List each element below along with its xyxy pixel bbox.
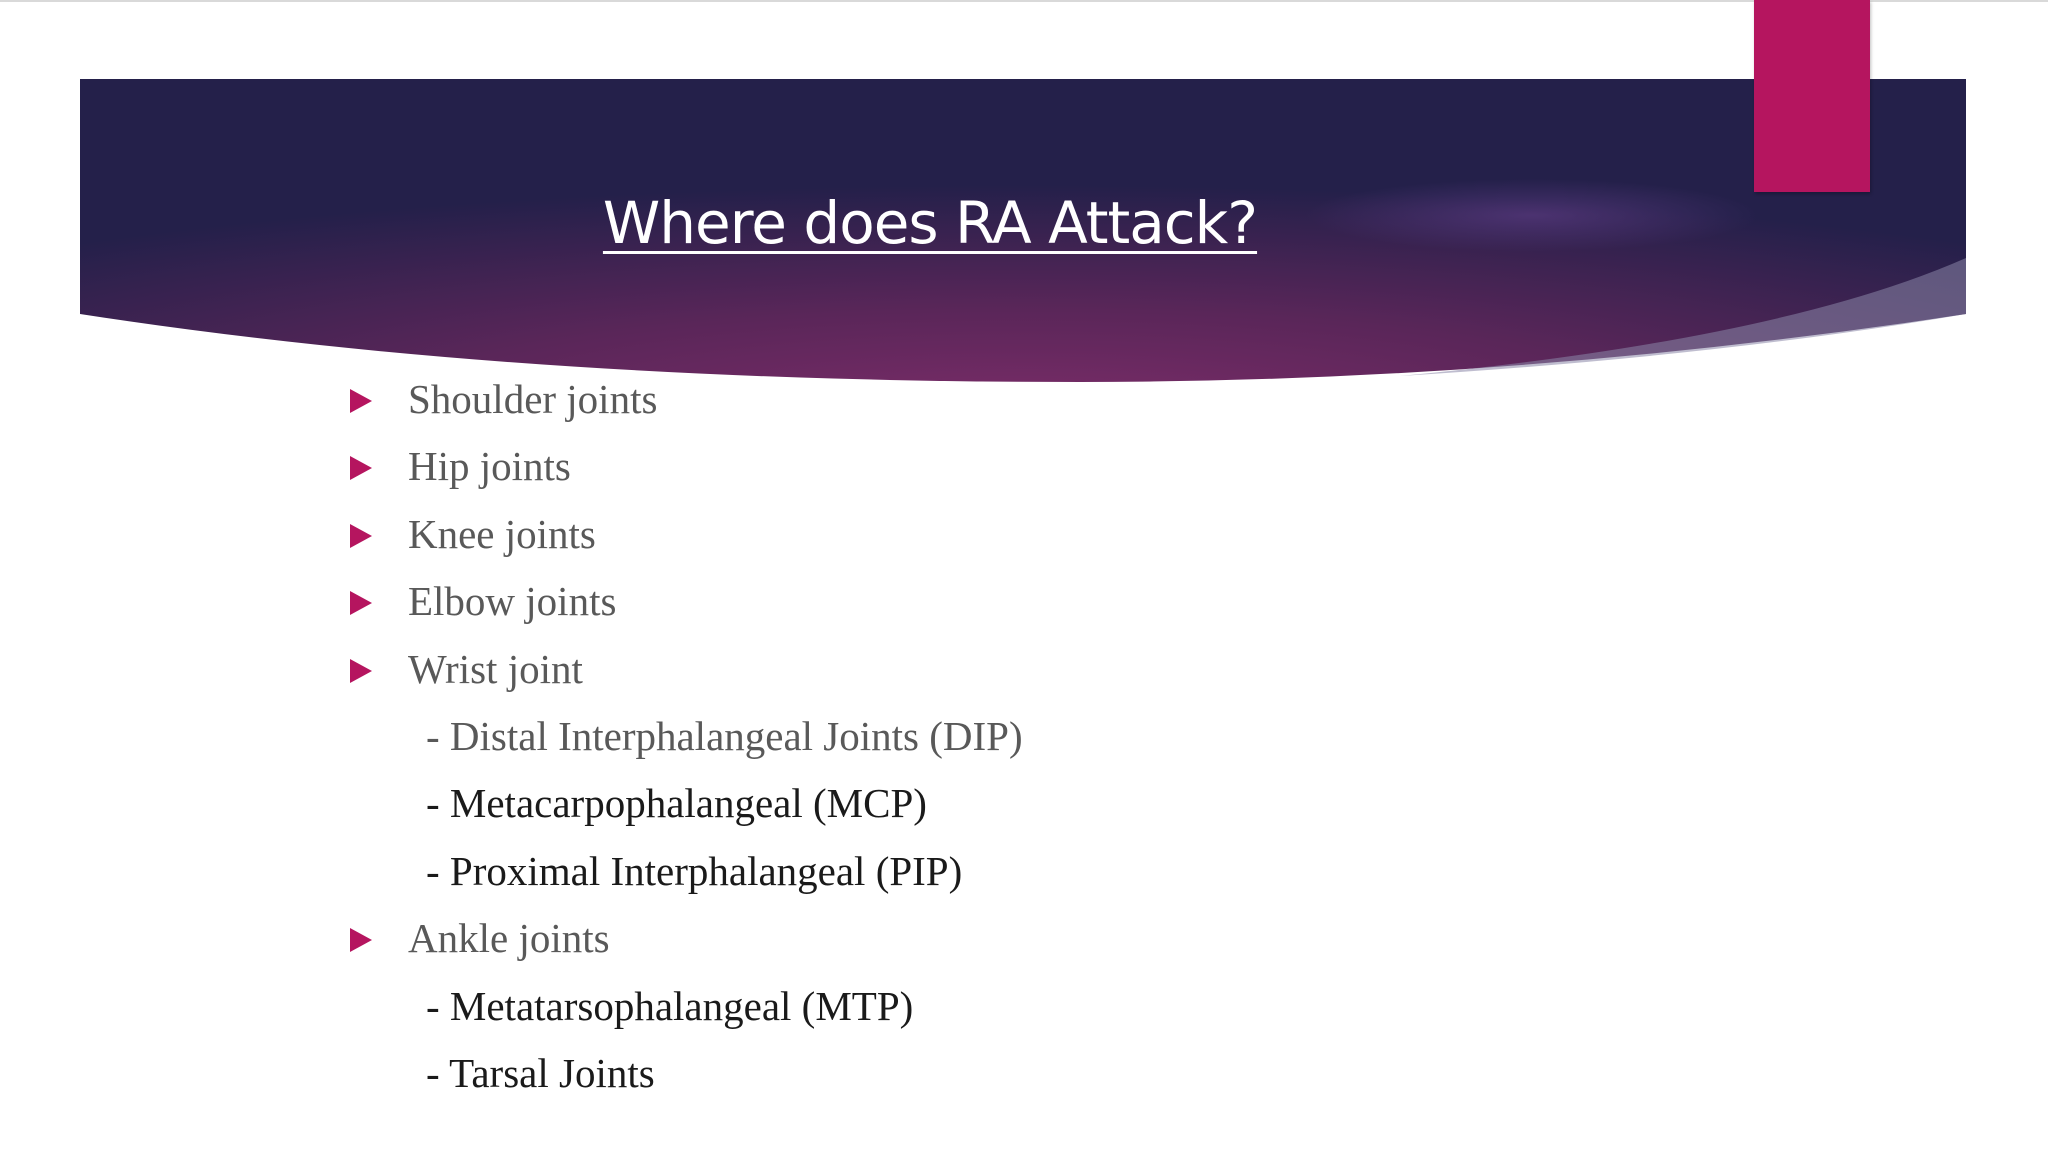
sub-list-item-text: - Metatarsophalangeal (MTP) (426, 982, 914, 1029)
list-item-text: Elbow joints (408, 578, 617, 625)
triangle-right-icon (350, 659, 372, 683)
list-item (350, 501, 1750, 568)
list-item-text: Hip joints (408, 443, 571, 490)
sub-list-item (350, 703, 1750, 770)
triangle-right-icon (350, 591, 372, 615)
list-item (350, 905, 1750, 972)
sub-list-item-text: - Metacarpophalangeal (MCP) (426, 780, 927, 827)
list-item (350, 433, 1750, 500)
triangle-right-icon (350, 524, 372, 548)
list-item-text: Wrist joint (408, 645, 583, 692)
slide-title: Where does RA Attack? (602, 189, 1258, 257)
sub-list-item-text: - Tarsal Joints (426, 1049, 655, 1096)
list-item (350, 636, 1750, 703)
triangle-right-icon (350, 389, 372, 413)
bullet-list (350, 366, 1750, 1107)
sub-list-item (350, 973, 1750, 1040)
sub-list-item (350, 770, 1750, 837)
sub-list-item-text: - Distal Interphalangeal Joints (DIP) (426, 712, 1023, 759)
list-item (350, 568, 1750, 635)
sub-list-item (350, 838, 1750, 905)
triangle-right-icon (350, 928, 372, 952)
sub-list-item-text: - Proximal Interphalangeal (PIP) (426, 847, 963, 894)
list-item-text: Knee joints (408, 510, 596, 557)
triangle-right-icon (350, 456, 372, 480)
sub-list-item (350, 1040, 1750, 1107)
accent-tab (1754, 0, 1870, 192)
list-item-text: Ankle joints (408, 915, 610, 962)
list-item (350, 366, 1750, 433)
list-item-text: Shoulder joints (408, 376, 658, 422)
